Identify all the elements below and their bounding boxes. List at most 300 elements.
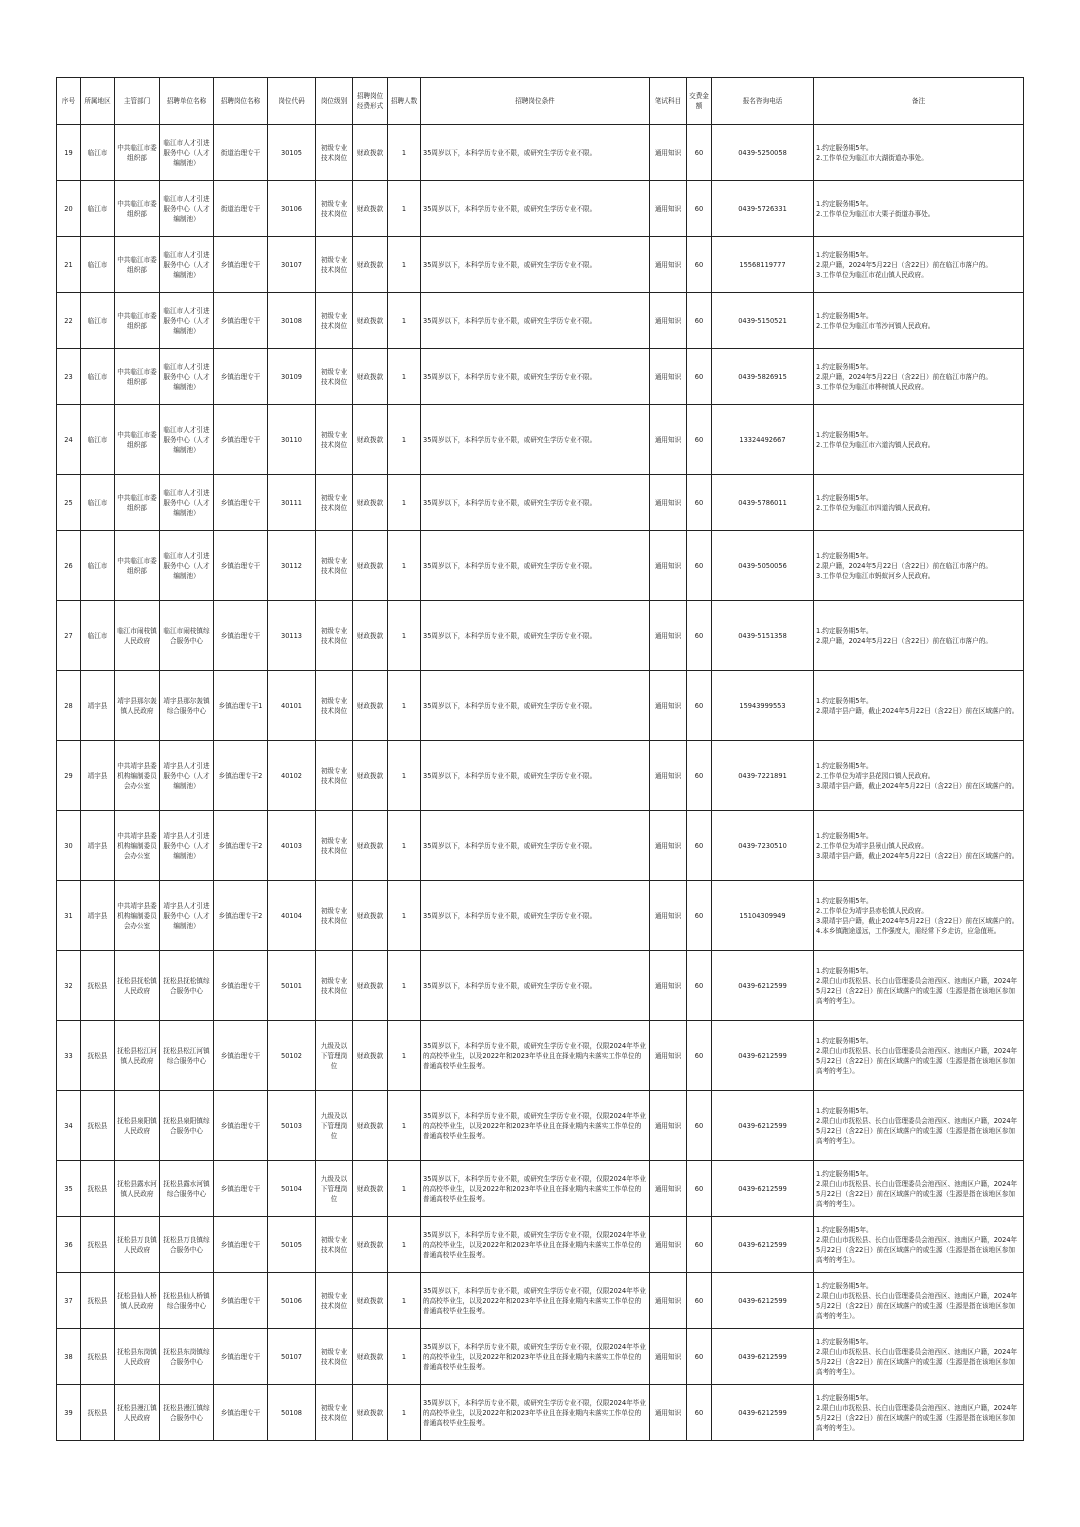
header-cell: 所属地区 bbox=[81, 78, 115, 125]
conditions-cell: 35周岁以下，本科学历专业不限，或研究生学历专业不限。 bbox=[421, 237, 650, 293]
notes-cell bbox=[814, 181, 1024, 237]
region-cell: 抚松县 bbox=[81, 951, 115, 1021]
table-row bbox=[57, 741, 1024, 811]
table-row bbox=[57, 1021, 1024, 1091]
row-number: 36 bbox=[57, 1217, 81, 1273]
department-cell: 抚松县仙人桥镇人民政府 bbox=[115, 1273, 160, 1329]
unit-name-cell: 靖宇县人才引进服务中心（人才编制池） bbox=[160, 741, 214, 811]
region-cell: 抚松县 bbox=[81, 1161, 115, 1217]
funding-cell: 财政拨款 bbox=[353, 951, 388, 1021]
unit-name-cell: 临江市人才引进服务中心（人才编制池） bbox=[160, 405, 214, 475]
department-cell: 中共临江市委组织部 bbox=[115, 181, 160, 237]
funding-cell: 财政拨款 bbox=[353, 1161, 388, 1217]
phone-cell: 0439-6212599 bbox=[712, 1273, 814, 1329]
note-line: 2.限户籍，2024年5月22日（含22日）前在临江市落户的。 bbox=[816, 372, 992, 381]
fee-cell: 60 bbox=[687, 405, 712, 475]
post-code-cell: 40104 bbox=[268, 881, 316, 951]
post-code-cell: 50102 bbox=[268, 1021, 316, 1091]
funding-cell: 财政拨款 bbox=[353, 1385, 388, 1441]
department-cell: 中共临江市委组织部 bbox=[115, 475, 160, 531]
funding-cell: 财政拨款 bbox=[353, 811, 388, 881]
department-cell: 临江市闹枝镇人民政府 bbox=[115, 601, 160, 671]
exam-subject-cell: 通用知识 bbox=[650, 293, 687, 349]
post-code-cell: 30107 bbox=[268, 237, 316, 293]
note-line: 1.约定服务期5年。 bbox=[816, 1169, 873, 1178]
region-cell: 临江市 bbox=[81, 405, 115, 475]
department-cell: 抚松县万良镇人民政府 bbox=[115, 1217, 160, 1273]
phone-cell: 0439-5050056 bbox=[712, 531, 814, 601]
funding-cell: 财政拨款 bbox=[353, 671, 388, 741]
exam-subject-cell: 通用知识 bbox=[650, 1021, 687, 1091]
unit-name-cell: 抚松县泉阳镇综合服务中心 bbox=[160, 1091, 214, 1161]
row-number: 24 bbox=[57, 405, 81, 475]
note-line: 1.约定服务期5年。 bbox=[816, 1281, 873, 1290]
notes-cell bbox=[814, 601, 1024, 671]
region-cell: 靖宇县 bbox=[81, 741, 115, 811]
exam-subject-cell: 通用知识 bbox=[650, 125, 687, 181]
exam-subject-cell: 通用知识 bbox=[650, 1091, 687, 1161]
phone-cell: 0439-6212599 bbox=[712, 1329, 814, 1385]
post-code-cell: 50106 bbox=[268, 1273, 316, 1329]
header-cell: 岗位代码 bbox=[268, 78, 316, 125]
note-line: 2.工作单位为靖宇县景山镇人民政府。 bbox=[816, 841, 928, 850]
phone-cell: 0439-5826915 bbox=[712, 349, 814, 405]
unit-name-cell: 临江市人才引进服务中心（人才编制池） bbox=[160, 181, 214, 237]
region-cell: 临江市 bbox=[81, 293, 115, 349]
exam-subject-cell: 通用知识 bbox=[650, 601, 687, 671]
department-cell: 中共靖宇县委机构编制委员会办公室 bbox=[115, 811, 160, 881]
phone-cell: 0439-5786011 bbox=[712, 475, 814, 531]
fee-cell: 60 bbox=[687, 601, 712, 671]
note-line: 1.约定服务期5年。 bbox=[816, 250, 873, 259]
unit-name-cell: 靖宇县人才引进服务中心（人才编制池） bbox=[160, 881, 214, 951]
fee-cell: 60 bbox=[687, 1021, 712, 1091]
phone-cell: 0439-7230510 bbox=[712, 811, 814, 881]
note-line: 1.约定服务期5年。 bbox=[816, 551, 873, 560]
note-line: 2.工作单位为临江市大栗子街道办事处。 bbox=[816, 209, 935, 218]
post-name-cell: 街道治理专干 bbox=[214, 181, 268, 237]
funding-cell: 财政拨款 bbox=[353, 475, 388, 531]
unit-name-cell: 临江市人才引进服务中心（人才编制池） bbox=[160, 349, 214, 405]
exam-subject-cell: 通用知识 bbox=[650, 1161, 687, 1217]
notes-cell bbox=[814, 811, 1024, 881]
post-code-cell: 50105 bbox=[268, 1217, 316, 1273]
post-code-cell: 50101 bbox=[268, 951, 316, 1021]
post-code-cell: 30109 bbox=[268, 349, 316, 405]
post-name-cell: 乡镇治理专干 bbox=[214, 1329, 268, 1385]
post-name-cell: 乡镇治理专干 bbox=[214, 237, 268, 293]
header-cell: 岗位级别 bbox=[316, 78, 353, 125]
note-line: 2.限白山市抚松县、长白山管理委员会池西区、池南区户籍，2024年5月22日（含22日）前在区域落户的或生源（生源是指在该地区参加高考的考生）。 bbox=[816, 1116, 1018, 1145]
notes-cell bbox=[814, 1385, 1024, 1441]
funding-cell: 财政拨款 bbox=[353, 1273, 388, 1329]
note-line: 2.工作单位为临江市四道沟镇人民政府。 bbox=[816, 503, 935, 512]
headcount-cell: 1 bbox=[388, 811, 421, 881]
row-number: 39 bbox=[57, 1385, 81, 1441]
table-row bbox=[57, 1091, 1024, 1161]
headcount-cell: 1 bbox=[388, 475, 421, 531]
exam-subject-cell: 通用知识 bbox=[650, 405, 687, 475]
table-row bbox=[57, 1217, 1024, 1273]
note-line: 3.限靖宇县户籍，截止2024年5月22日（含22日）前在区域落户的。 bbox=[816, 916, 1019, 925]
post-level-cell: 初级专业技术岗位 bbox=[316, 811, 353, 881]
headcount-cell: 1 bbox=[388, 881, 421, 951]
row-number: 23 bbox=[57, 349, 81, 405]
note-line: 2.工作单位为靖宇县花园口镇人民政府。 bbox=[816, 771, 935, 780]
conditions-cell: 35周岁以下，本科学历专业不限，或研究生学历专业不限。 bbox=[421, 181, 650, 237]
note-line: 2.限白山市抚松县、长白山管理委员会池西区、池南区户籍，2024年5月22日（含22日）前在区域落户的或生源（生源是指在该地区参加高考的考生）。 bbox=[816, 1046, 1018, 1075]
table-row bbox=[57, 293, 1024, 349]
note-line: 1.约定服务期5年。 bbox=[816, 362, 873, 371]
note-line: 1.约定服务期5年。 bbox=[816, 199, 873, 208]
conditions-cell: 35周岁以下，本科学历专业不限，或研究生学历专业不限。 bbox=[421, 601, 650, 671]
funding-cell: 财政拨款 bbox=[353, 531, 388, 601]
department-cell: 抚松县抚松镇人民政府 bbox=[115, 951, 160, 1021]
post-level-cell: 初级专业技术岗位 bbox=[316, 601, 353, 671]
post-level-cell: 初级专业技术岗位 bbox=[316, 1217, 353, 1273]
note-line: 1.约定服务期5年。 bbox=[816, 831, 873, 840]
department-cell: 中共临江市委组织部 bbox=[115, 531, 160, 601]
region-cell: 临江市 bbox=[81, 531, 115, 601]
row-number: 19 bbox=[57, 125, 81, 181]
post-code-cell: 30113 bbox=[268, 601, 316, 671]
conditions-cell: 35周岁以下，本科学历专业不限，或研究生学历专业不限。 bbox=[421, 125, 650, 181]
table-row bbox=[57, 125, 1024, 181]
row-number: 32 bbox=[57, 951, 81, 1021]
exam-subject-cell: 通用知识 bbox=[650, 1329, 687, 1385]
note-line: 1.约定服务期5年。 bbox=[816, 626, 873, 635]
note-line: 3.工作单位为临江市花山镇人民政府。 bbox=[816, 270, 928, 279]
unit-name-cell: 临江市人才引进服务中心（人才编制池） bbox=[160, 475, 214, 531]
post-name-cell: 街道治理专干 bbox=[214, 125, 268, 181]
exam-subject-cell: 通用知识 bbox=[650, 671, 687, 741]
exam-subject-cell: 通用知识 bbox=[650, 951, 687, 1021]
headcount-cell: 1 bbox=[388, 671, 421, 741]
region-cell: 抚松县 bbox=[81, 1091, 115, 1161]
row-number: 37 bbox=[57, 1273, 81, 1329]
funding-cell: 财政拨款 bbox=[353, 405, 388, 475]
phone-cell: 0439-6212599 bbox=[712, 1217, 814, 1273]
fee-cell: 60 bbox=[687, 811, 712, 881]
note-line: 2.限白山市抚松县、长白山管理委员会池西区、池南区户籍，2024年5月22日（含22日）前在区域落户的或生源（生源是指在该地区参加高考的考生）。 bbox=[816, 1347, 1018, 1376]
post-code-cell: 30105 bbox=[268, 125, 316, 181]
fee-cell: 60 bbox=[687, 741, 712, 811]
headcount-cell: 1 bbox=[388, 1329, 421, 1385]
unit-name-cell: 临江市人才引进服务中心（人才编制池） bbox=[160, 237, 214, 293]
header-cell: 招聘岗位经费形式 bbox=[353, 78, 388, 125]
table-row bbox=[57, 601, 1024, 671]
note-line: 3.工作单位为临江市蚂蚁河乡人民政府。 bbox=[816, 571, 935, 580]
table-row bbox=[57, 349, 1024, 405]
post-level-cell: 初级专业技术岗位 bbox=[316, 293, 353, 349]
row-number: 28 bbox=[57, 671, 81, 741]
exam-subject-cell: 通用知识 bbox=[650, 237, 687, 293]
conditions-cell: 35周岁以下，本科学历专业不限，或研究生学历专业不限。 bbox=[421, 405, 650, 475]
notes-cell bbox=[814, 1329, 1024, 1385]
exam-subject-cell: 通用知识 bbox=[650, 531, 687, 601]
phone-cell: 0439-6212599 bbox=[712, 1091, 814, 1161]
note-line: 1.约定服务期5年。 bbox=[816, 1106, 873, 1115]
department-cell: 中共临江市委组织部 bbox=[115, 237, 160, 293]
table-row bbox=[57, 951, 1024, 1021]
post-level-cell: 初级专业技术岗位 bbox=[316, 1385, 353, 1441]
table-row bbox=[57, 181, 1024, 237]
department-cell: 抚松县东岗镇人民政府 bbox=[115, 1329, 160, 1385]
region-cell: 抚松县 bbox=[81, 1329, 115, 1385]
department-cell: 中共临江市委组织部 bbox=[115, 405, 160, 475]
phone-cell: 13324492667 bbox=[712, 405, 814, 475]
post-level-cell: 初级专业技术岗位 bbox=[316, 181, 353, 237]
row-number: 27 bbox=[57, 601, 81, 671]
fee-cell: 60 bbox=[687, 1091, 712, 1161]
funding-cell: 财政拨款 bbox=[353, 1217, 388, 1273]
exam-subject-cell: 通用知识 bbox=[650, 1273, 687, 1329]
fee-cell: 60 bbox=[687, 237, 712, 293]
department-cell: 靖宇县那尔轰镇人民政府 bbox=[115, 671, 160, 741]
table-row bbox=[57, 881, 1024, 951]
note-line: 1.约定服务期5年。 bbox=[816, 1393, 873, 1402]
fee-cell: 60 bbox=[687, 349, 712, 405]
note-line: 1.约定服务期5年。 bbox=[816, 1036, 873, 1045]
conditions-cell: 35周岁以下，本科学历专业不限，或研究生学历专业不限。 bbox=[421, 671, 650, 741]
fee-cell: 60 bbox=[687, 1217, 712, 1273]
exam-subject-cell: 通用知识 bbox=[650, 1217, 687, 1273]
headcount-cell: 1 bbox=[388, 531, 421, 601]
row-number: 33 bbox=[57, 1021, 81, 1091]
unit-name-cell: 临江市人才引进服务中心（人才编制池） bbox=[160, 125, 214, 181]
table-row bbox=[57, 671, 1024, 741]
post-name-cell: 乡镇治理专干 bbox=[214, 405, 268, 475]
post-name-cell: 乡镇治理专干 bbox=[214, 1273, 268, 1329]
post-level-cell: 初级专业技术岗位 bbox=[316, 1329, 353, 1385]
post-code-cell: 30106 bbox=[268, 181, 316, 237]
row-number: 34 bbox=[57, 1091, 81, 1161]
note-line: 1.约定服务期5年。 bbox=[816, 1225, 873, 1234]
post-level-cell: 初级专业技术岗位 bbox=[316, 1273, 353, 1329]
headcount-cell: 1 bbox=[388, 1091, 421, 1161]
note-line: 1.约定服务期5年。 bbox=[816, 311, 873, 320]
headcount-cell: 1 bbox=[388, 1021, 421, 1091]
header-cell: 笔试科目 bbox=[650, 78, 687, 125]
table-row bbox=[57, 1161, 1024, 1217]
fee-cell: 60 bbox=[687, 475, 712, 531]
region-cell: 抚松县 bbox=[81, 1273, 115, 1329]
conditions-cell: 35周岁以下，本科学历专业不限，或研究生学历专业不限，仅限2024年毕业的高校毕业生，以及2022年和2023年毕业且在择业期内未落实工作单位的普通高校毕业生报考。 bbox=[421, 1091, 650, 1161]
recruitment-table bbox=[56, 77, 1024, 1441]
unit-name-cell: 抚松县抚松镇综合服务中心 bbox=[160, 951, 214, 1021]
table-row bbox=[57, 1273, 1024, 1329]
headcount-cell: 1 bbox=[388, 1217, 421, 1273]
post-name-cell: 乡镇治理专干 bbox=[214, 1091, 268, 1161]
post-name-cell: 乡镇治理专干2 bbox=[214, 881, 268, 951]
post-name-cell: 乡镇治理专干2 bbox=[214, 741, 268, 811]
row-number: 26 bbox=[57, 531, 81, 601]
exam-subject-cell: 通用知识 bbox=[650, 349, 687, 405]
funding-cell: 财政拨款 bbox=[353, 1091, 388, 1161]
exam-subject-cell: 通用知识 bbox=[650, 181, 687, 237]
table-row bbox=[57, 531, 1024, 601]
post-level-cell: 初级专业技术岗位 bbox=[316, 741, 353, 811]
post-name-cell: 乡镇治理专干 bbox=[214, 601, 268, 671]
fee-cell: 60 bbox=[687, 1329, 712, 1385]
conditions-cell: 35周岁以下，本科学历专业不限，或研究生学历专业不限。 bbox=[421, 811, 650, 881]
header-row bbox=[57, 78, 1024, 125]
post-code-cell: 40103 bbox=[268, 811, 316, 881]
post-name-cell: 乡镇治理专干 bbox=[214, 349, 268, 405]
phone-cell: 0439-5726331 bbox=[712, 181, 814, 237]
conditions-cell: 35周岁以下，本科学历专业不限，或研究生学历专业不限，仅限2024年毕业的高校毕业生，以及2022年和2023年毕业且在择业期内未落实工作单位的普通高校毕业生报考。 bbox=[421, 1217, 650, 1273]
notes-cell bbox=[814, 1021, 1024, 1091]
post-name-cell: 乡镇治理专干 bbox=[214, 531, 268, 601]
notes-cell bbox=[814, 405, 1024, 475]
conditions-cell: 35周岁以下，本科学历专业不限，或研究生学历专业不限，仅限2024年毕业的高校毕业生，以及2022年和2023年毕业且在择业期内未落实工作单位的普通高校毕业生报考。 bbox=[421, 1273, 650, 1329]
region-cell: 抚松县 bbox=[81, 1385, 115, 1441]
funding-cell: 财政拨款 bbox=[353, 881, 388, 951]
post-code-cell: 30110 bbox=[268, 405, 316, 475]
unit-name-cell: 抚松县仙人桥镇综合服务中心 bbox=[160, 1273, 214, 1329]
conditions-cell: 35周岁以下，本科学历专业不限，或研究生学历专业不限，仅限2024年毕业的高校毕业生，以及2022年和2023年毕业且在择业期内未落实工作单位的普通高校毕业生报考。 bbox=[421, 1385, 650, 1441]
note-line: 2.工作单位为临江市六道沟镇人民政府。 bbox=[816, 440, 935, 449]
notes-cell bbox=[814, 1091, 1024, 1161]
post-code-cell: 50108 bbox=[268, 1385, 316, 1441]
funding-cell: 财政拨款 bbox=[353, 1021, 388, 1091]
fee-cell: 60 bbox=[687, 1161, 712, 1217]
table-row bbox=[57, 1329, 1024, 1385]
post-name-cell: 乡镇治理专干 bbox=[214, 1161, 268, 1217]
header-cell: 招聘单位名称 bbox=[160, 78, 214, 125]
headcount-cell: 1 bbox=[388, 405, 421, 475]
post-code-cell: 30111 bbox=[268, 475, 316, 531]
funding-cell: 财政拨款 bbox=[353, 1329, 388, 1385]
note-line: 3.限靖宇县户籍，截止2024年5月22日（含22日）前在区域落户的。 bbox=[816, 851, 1019, 860]
headcount-cell: 1 bbox=[388, 293, 421, 349]
region-cell: 临江市 bbox=[81, 181, 115, 237]
note-line: 2.限白山市抚松县、长白山管理委员会池西区、池南区户籍，2024年5月22日（含22日）前在区域落户的或生源（生源是指在该地区参加高考的考生）。 bbox=[816, 976, 1018, 1005]
fee-cell: 60 bbox=[687, 293, 712, 349]
region-cell: 临江市 bbox=[81, 349, 115, 405]
row-number: 21 bbox=[57, 237, 81, 293]
note-line: 2.工作单位为靖宇县赤松镇人民政府。 bbox=[816, 906, 928, 915]
notes-cell bbox=[814, 1217, 1024, 1273]
conditions-cell: 35周岁以下，本科学历专业不限，或研究生学历专业不限，仅限2024年毕业的高校毕业生，以及2022年和2023年毕业且在择业期内未落实工作单位的普通高校毕业生报考。 bbox=[421, 1021, 650, 1091]
post-code-cell: 30108 bbox=[268, 293, 316, 349]
fee-cell: 60 bbox=[687, 671, 712, 741]
note-line: 1.约定服务期5年。 bbox=[816, 896, 873, 905]
conditions-cell: 35周岁以下，本科学历专业不限，或研究生学历专业不限。 bbox=[421, 293, 650, 349]
post-level-cell: 九级及以下管理岗位 bbox=[316, 1161, 353, 1217]
headcount-cell: 1 bbox=[388, 125, 421, 181]
exam-subject-cell: 通用知识 bbox=[650, 475, 687, 531]
note-line: 2.限白山市抚松县、长白山管理委员会池西区、池南区户籍，2024年5月22日（含22日）前在区域落户的或生源（生源是指在该地区参加高考的考生）。 bbox=[816, 1179, 1018, 1208]
fee-cell: 60 bbox=[687, 881, 712, 951]
region-cell: 临江市 bbox=[81, 601, 115, 671]
headcount-cell: 1 bbox=[388, 1385, 421, 1441]
funding-cell: 财政拨款 bbox=[353, 293, 388, 349]
post-name-cell: 乡镇治理专干 bbox=[214, 293, 268, 349]
notes-cell bbox=[814, 475, 1024, 531]
funding-cell: 财政拨款 bbox=[353, 125, 388, 181]
post-code-cell: 50104 bbox=[268, 1161, 316, 1217]
funding-cell: 财政拨款 bbox=[353, 237, 388, 293]
note-line: 1.约定服务期5年。 bbox=[816, 1337, 873, 1346]
notes-cell bbox=[814, 237, 1024, 293]
conditions-cell: 35周岁以下，本科学历专业不限，或研究生学历专业不限，仅限2024年毕业的高校毕业生，以及2022年和2023年毕业且在择业期内未落实工作单位的普通高校毕业生报考。 bbox=[421, 1161, 650, 1217]
post-level-cell: 九级及以下管理岗位 bbox=[316, 1021, 353, 1091]
headcount-cell: 1 bbox=[388, 1161, 421, 1217]
table-body bbox=[57, 125, 1024, 1441]
region-cell: 临江市 bbox=[81, 475, 115, 531]
post-name-cell: 乡镇治理专干 bbox=[214, 1385, 268, 1441]
notes-cell bbox=[814, 125, 1024, 181]
department-cell: 中共靖宇县委机构编制委员会办公室 bbox=[115, 881, 160, 951]
table-row bbox=[57, 237, 1024, 293]
fee-cell: 60 bbox=[687, 1385, 712, 1441]
row-number: 22 bbox=[57, 293, 81, 349]
post-level-cell: 初级专业技术岗位 bbox=[316, 671, 353, 741]
note-line: 2.限白山市抚松县、长白山管理委员会池西区、池南区户籍，2024年5月22日（含22日）前在区域落户的或生源（生源是指在该地区参加高考的考生）。 bbox=[816, 1403, 1018, 1432]
notes-cell bbox=[814, 1273, 1024, 1329]
post-level-cell: 初级专业技术岗位 bbox=[316, 531, 353, 601]
table-row bbox=[57, 811, 1024, 881]
funding-cell: 财政拨款 bbox=[353, 741, 388, 811]
post-name-cell: 乡镇治理专干 bbox=[214, 475, 268, 531]
row-number: 25 bbox=[57, 475, 81, 531]
department-cell: 抚松县泉阳镇人民政府 bbox=[115, 1091, 160, 1161]
post-level-cell: 初级专业技术岗位 bbox=[316, 349, 353, 405]
notes-cell bbox=[814, 671, 1024, 741]
exam-subject-cell: 通用知识 bbox=[650, 811, 687, 881]
header-cell: 报名咨询电话 bbox=[712, 78, 814, 125]
post-code-cell: 40101 bbox=[268, 671, 316, 741]
note-line: 2.限户籍，2024年5月22日（含22日）前在临江市落户的。 bbox=[816, 561, 992, 570]
fee-cell: 60 bbox=[687, 181, 712, 237]
notes-cell bbox=[814, 881, 1024, 951]
note-line: 2.工作单位为临江市大湖街道办事处。 bbox=[816, 153, 928, 162]
post-code-cell: 50107 bbox=[268, 1329, 316, 1385]
unit-name-cell: 抚松县东岗镇综合服务中心 bbox=[160, 1329, 214, 1385]
table-row bbox=[57, 475, 1024, 531]
unit-name-cell: 临江市人才引进服务中心（人才编制池） bbox=[160, 531, 214, 601]
row-number: 29 bbox=[57, 741, 81, 811]
note-line: 1.约定服务期5年。 bbox=[816, 966, 873, 975]
headcount-cell: 1 bbox=[388, 741, 421, 811]
post-level-cell: 初级专业技术岗位 bbox=[316, 475, 353, 531]
unit-name-cell: 靖宇县那尔轰镇综合服务中心 bbox=[160, 671, 214, 741]
funding-cell: 财政拨款 bbox=[353, 181, 388, 237]
fee-cell: 60 bbox=[687, 531, 712, 601]
fee-cell: 60 bbox=[687, 951, 712, 1021]
region-cell: 抚松县 bbox=[81, 1217, 115, 1273]
header-cell: 序号 bbox=[57, 78, 81, 125]
department-cell: 中共临江市委组织部 bbox=[115, 349, 160, 405]
region-cell: 临江市 bbox=[81, 237, 115, 293]
phone-cell: 0439-5250058 bbox=[712, 125, 814, 181]
post-code-cell: 50103 bbox=[268, 1091, 316, 1161]
post-name-cell: 乡镇治理专干 bbox=[214, 951, 268, 1021]
note-line: 3.工作单位为临江市桦树镇人民政府。 bbox=[816, 382, 928, 391]
note-line: 2.限白山市抚松县、长白山管理委员会池西区、池南区户籍，2024年5月22日（含22日）前在区域落户的或生源（生源是指在该地区参加高考的考生）。 bbox=[816, 1235, 1018, 1264]
post-level-cell: 九级及以下管理岗位 bbox=[316, 1091, 353, 1161]
notes-cell bbox=[814, 531, 1024, 601]
note-line: 2.限户籍，2024年5月22日（含22日）前在临江市落户的。 bbox=[816, 260, 992, 269]
phone-cell: 0439-7221891 bbox=[712, 741, 814, 811]
post-level-cell: 初级专业技术岗位 bbox=[316, 951, 353, 1021]
phone-cell: 15104309949 bbox=[712, 881, 814, 951]
note-line: 4.本乡镇跑途遥远，工作强度大，需经常下乡走访，应急值班。 bbox=[816, 926, 1001, 935]
note-line: 2.工作单位为临江市苇沙河镇人民政府。 bbox=[816, 321, 935, 330]
unit-name-cell: 临江市人才引进服务中心（人才编制池） bbox=[160, 293, 214, 349]
headcount-cell: 1 bbox=[388, 237, 421, 293]
